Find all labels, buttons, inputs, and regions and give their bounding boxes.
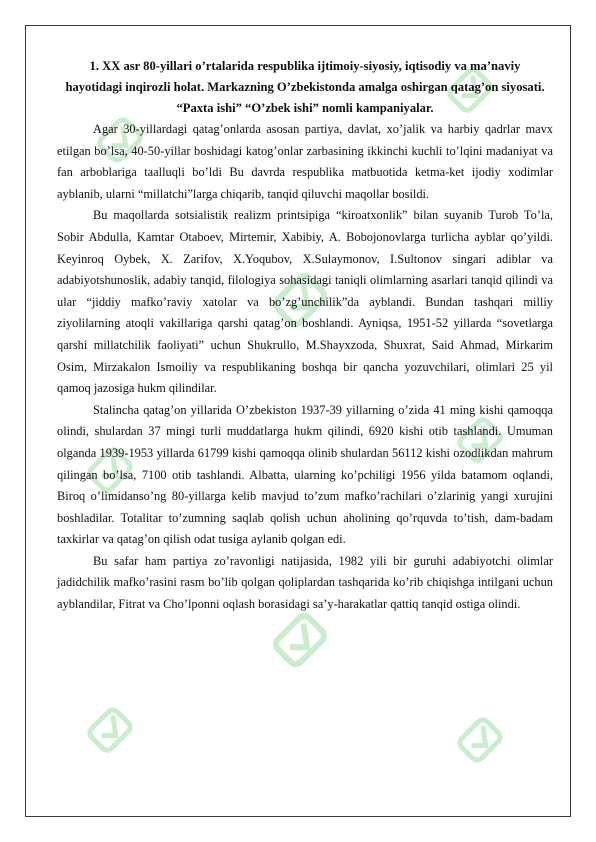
section-heading: 1. XX asr 80-yillari o’rtalarida respublika ijtimoiy-siyosiy, iqtisodiy va ma’naviy hayotidagi inqirozli holat. Markazning O’zbekistonda amalga oshirgan qatag’on siyosati. “Paxta ishi” “O’zbek ishi” nomli kampaniyalar. bbox=[65, 59, 545, 115]
paragraph: Agar 30-yillardagi qatag’onlarda asosan partiya, davlat, xo’jalik va harbiy qadrlar mavx etilgan bo’lsa, 40-50-yillar boshidagi katog’onlar zarbasining ikkinchi kuchli to’lqini madaniyat va fan arboblariga taalluqli bo’ldi Bu davrda respublika matbuotida ketma-ket ijodiy xodimlar ayblanib, ularni “millatchi”larga chiqarib, tanqid qiluvchi maqollar bosildi. bbox=[57, 122, 553, 201]
paragraph: Stalincha qatag’on yillarida O’zbekiston 1937-39 yillarning o’zida 41 ming kishi qamoqqa olindi, shulardan 37 mingi turli muddatlarga hukm qilindi, 6920 kishi otib tashlandi. Umuman olganda 1939-1953 yillarda 61799 kishi qamoqqa olinib shulardan 56112 kishi ozodlikdan mahrum qilingan bo’lsa, 7100 otib tashlandi. Albatta, ularning ko’pchiligi 1956 yilda batamom oqlandi, Biroq o’limidanso’ng 80-yillarga kelib mavjud to’zum mafko’rachilari o’zlarinig yangi xurujini boshladilar. Totalitar to’zumning saqlab qolish uchun aholining qo’rquvda to’tish, dam-badam taxkirlar va qatag’on qilish odat tusiga aylanib qolgan edi. bbox=[57, 402, 553, 547]
document-body bbox=[57, 52, 553, 616]
paragraph: Bu safar ham partiya zo’ravonligi natijasida, 1982 yili bir guruhi adabiyotchi olimlar jadidchilik mafko’rasini rasm bo’lib qolgan qoliplardan tashqarida ko’rib chiqishga intilgani uchun ayblandilar, Fitrat va Cho’lponni oqlash borasidagi sa’y-harakatlar qattiq tanqid ostiga olindi. bbox=[57, 553, 553, 612]
paragraph: Bu maqollarda sotsialistik realizm printsipiga “kiroatxonlik” bilan suyanib Turob To’la, Sobir Abdulla, Kamtar Otaboev, Mirtemir, Xabibiy, A. Bobojonovlarga turlicha ayblar qo’yildi. Keyinroq Oybek, X. Zarifov, X.Yoqubov, X.Sulaymonov, I.Sultonov singari adiblar va adabiyotshunoslik, adabiy tanqid, filologiya sohasidagi taniqli olimlarning asarlari tanqid qilindi va ular “jiddiy mafko’raviy xatolar va bo’zg’unchilik”da ayblandi. Bundan tashqari milliy ziyolilarning atoqli vakillariga qarshi qatag’on boshlandi. Ayniqsa, 1951-52 yillarda “sovetlarga qarshi millatchilik faoliyati” uchun Shukrullo, M.Shayxzoda, Shuxrat, Said Ahmad, Mirkarim Osim, Mirzakalon Ismoiliy va respublikaning boshqa bir qancha yozuvchilari, olimlari 25 yil qamoq jazosiga hukm qilindilar. bbox=[57, 208, 553, 396]
